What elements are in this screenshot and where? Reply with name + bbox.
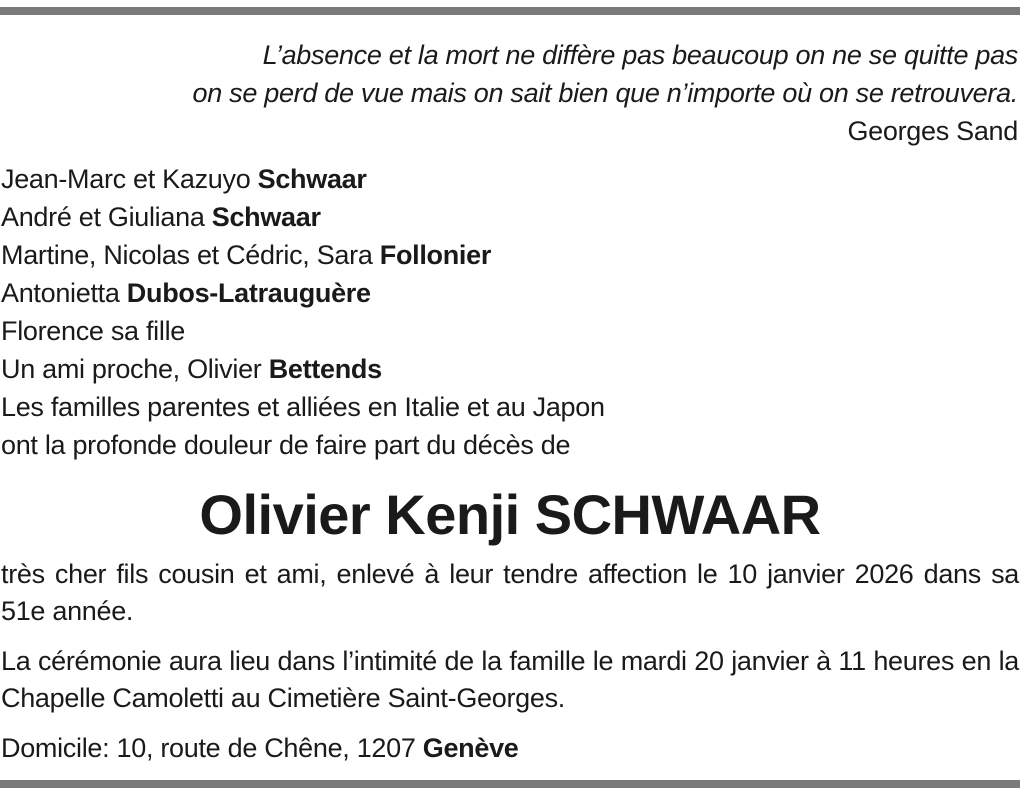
family-line [1, 160, 605, 198]
family-given: Antonietta [1, 278, 127, 308]
family-surname: Dubos-Latrauguère [126, 278, 371, 308]
domicile-city: Genève [422, 733, 519, 763]
family-surname: Schwaar [257, 164, 367, 194]
family-surname: Follonier [379, 240, 492, 270]
quote-author: Georges Sand [847, 116, 1018, 146]
family-given: Florence sa fille [1, 316, 185, 346]
quote-line-1: L’absence et la mort ne diffère pas beaucoup on ne se quitte pas [262, 40, 1018, 70]
family-line [1, 312, 605, 350]
family-given: André et Giuliana [1, 202, 212, 232]
family-surname: Bettends [268, 354, 382, 384]
family-line [1, 236, 605, 274]
top-divider [0, 7, 1020, 15]
family-line [1, 388, 605, 426]
family-given: ont la profonde douleur de faire part du décès de [1, 430, 571, 460]
family-given: Martine, Nicolas et Cédric, Sara [1, 240, 380, 270]
ceremony-text: La cérémonie aura lieu dans l’intimité de la famille le mardi 20 janvier à 11 heures en la Chapelle Camoletti au Cimetière Saint-Georges. [1, 646, 1019, 713]
family-given: Un ami proche, Olivier [1, 354, 269, 384]
family-given: Les familles parentes et alliées en Italie et au Japon [1, 392, 605, 422]
epigraph-quote [192, 36, 1018, 150]
family-line [1, 350, 605, 388]
family-surname: Schwaar [211, 202, 321, 232]
death-notice-text: très cher fils cousin et ami, enlevé à leur tendre affection le 10 janvier 2026 dans sa 51e année. [1, 559, 1019, 626]
family-line [1, 274, 605, 312]
domicile-address: Domicile: 10, route de Chêne, 1207 [1, 733, 423, 763]
domicile-text [1, 730, 1019, 767]
family-given: Jean-Marc et Kazuyo [1, 164, 258, 194]
family-line [1, 198, 605, 236]
deceased-name: Olivier Kenji SCHWAAR [199, 483, 821, 546]
family-list [1, 160, 605, 464]
family-line [1, 426, 605, 464]
quote-line-2: on se perd de vue mais on sait bien que n’importe où on se retrouvera. [192, 78, 1018, 108]
